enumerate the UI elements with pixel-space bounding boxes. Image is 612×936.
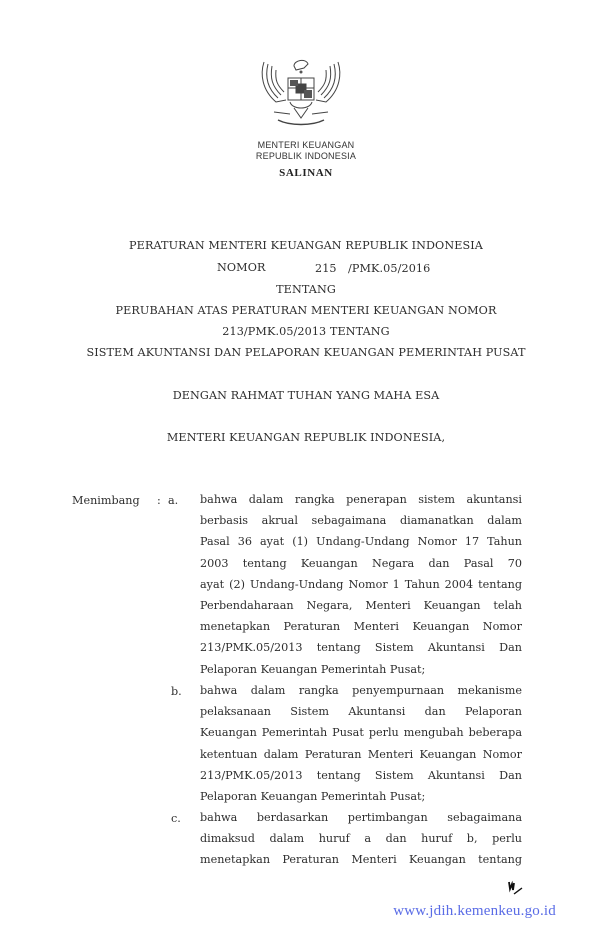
text-line: dimaksud dalam huruf a dan huruf b, perlu — [200, 832, 522, 846]
text-line: berbasis akrual sebagaimana diamanatkan dalam — [200, 514, 522, 528]
text-line: Pasal 36 ayat (1) Undang-Undang Nomor 17 Tahun — [200, 535, 522, 549]
subject-line-1: PERUBAHAN ATAS PERATURAN MENTERI KEUANGAN NOMOR — [115, 304, 497, 317]
subject-line-2: 213/PMK.05/2013 TENTANG — [222, 325, 390, 338]
ministry-line-1: MENTERI KEUANGAN — [257, 140, 355, 150]
text-line: Pelaporan Keuangan Pemerintah Pusat; — [200, 789, 426, 803]
regulation-title: PERATURAN MENTERI KEUANGAN REPUBLIK INDONESIA — [129, 239, 483, 252]
text-line: pelaksanaan Sistem Akuntansi dan Pelaporan — [200, 705, 522, 719]
text-line: bahwa dalam rangka penerapan sistem akuntansi — [200, 493, 522, 506]
authority-line: MENTERI KEUANGAN REPUBLIK INDONESIA, — [166, 431, 446, 444]
salinan-stamp: SALINAN — [279, 167, 333, 179]
item-c-text — [200, 807, 522, 871]
garuda-emblem-icon — [256, 52, 346, 134]
text-line: bahwa dalam rangka penyempurnaan mekanisme — [200, 684, 522, 697]
text-line: 213/PMK.05/2013 tentang Sistem Akuntansi Dan — [200, 641, 522, 655]
item-c-marker: c. — [171, 812, 181, 825]
nomor-suffix: /PMK.05/2016 — [348, 262, 431, 275]
menimbang-colon: : — [157, 494, 161, 507]
text-line: Pelaporan Keuangan Pemerintah Pusat; — [200, 662, 426, 676]
jdih-website-link[interactable]: www.jdih.kemenkeu.go.id — [393, 903, 556, 919]
text-line: ketentuan dalam Peraturan Menteri Keuangan Nomor — [200, 747, 522, 761]
nomor-value: 215 — [315, 262, 337, 275]
subject-line-3: SISTEM AKUNTANSI DAN PELAPORAN KEUANGAN PEMERINTAH PUSAT — [86, 346, 526, 359]
tentang-heading: TENTANG — [276, 283, 336, 296]
invocation: DENGAN RAHMAT TUHAN YANG MAHA ESA — [172, 389, 440, 402]
text-line: 2003 tentang Keuangan Negara dan Pasal 70 — [200, 556, 522, 570]
paraf-initial-icon — [506, 880, 524, 896]
item-b-text — [200, 680, 522, 807]
nomor-label: NOMOR — [217, 261, 266, 274]
item-a-text — [200, 489, 522, 680]
menimbang-label: Menimbang — [72, 494, 140, 507]
text-line: bahwa berdasarkan pertimbangan sebagaimana — [200, 811, 522, 824]
text-line: menetapkan Peraturan Menteri Keuangan tentang — [200, 853, 522, 867]
text-line: 213/PMK.05/2013 tentang Sistem Akuntansi Dan — [200, 768, 522, 782]
item-a-marker: a. — [168, 494, 179, 507]
text-line: Keuangan Pemerintah Pusat perlu mengubah beberapa — [200, 726, 522, 740]
text-line: menetapkan Peraturan Menteri Keuangan Nomor — [200, 620, 522, 634]
item-b-marker: b. — [171, 685, 182, 698]
text-line: ayat (2) Undang-Undang Nomor 1 Tahun 2004 tentang — [200, 577, 522, 591]
text-line: Perbendaharaan Negara, Menteri Keuangan telah — [200, 598, 522, 612]
ministry-line-2: REPUBLIK INDONESIA — [255, 151, 357, 161]
